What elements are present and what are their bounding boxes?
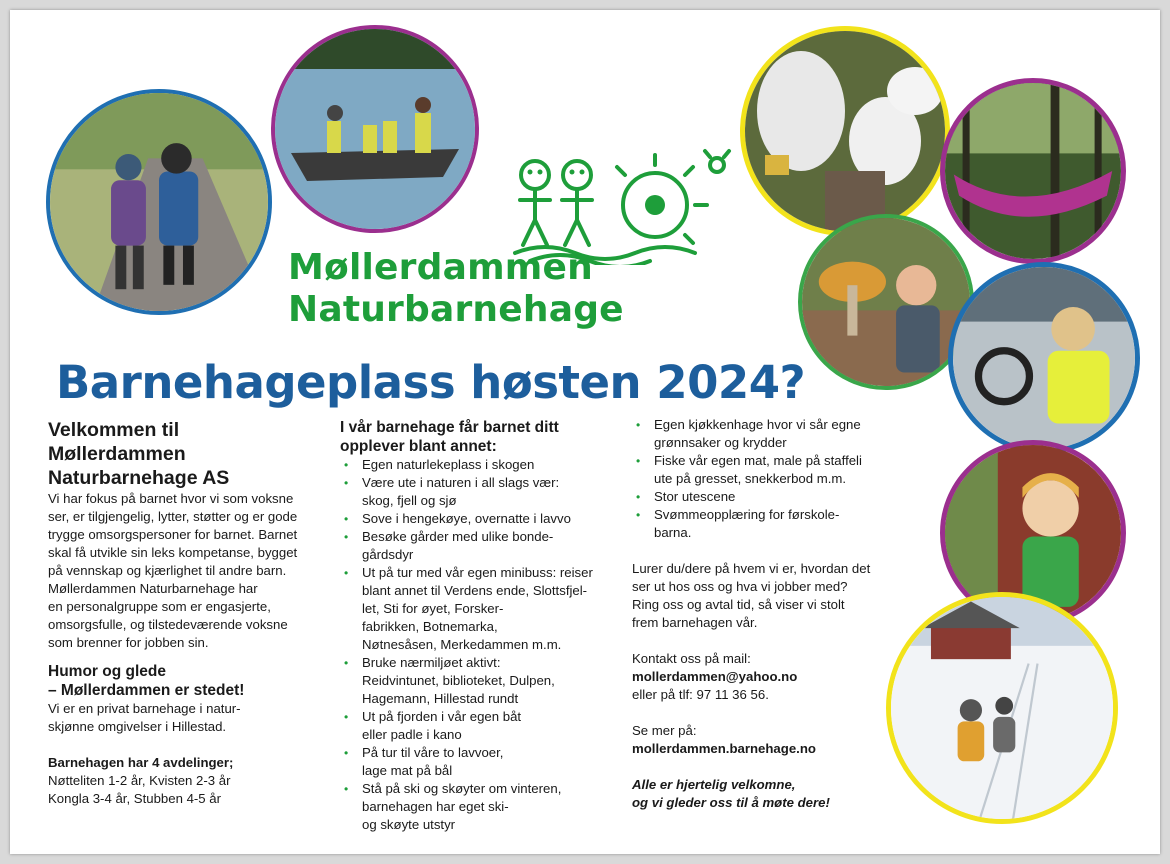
logo-title-line1: Møllerdammen (288, 247, 593, 288)
list-item: • Svømmeopplæring for førskole- barna. (632, 506, 912, 542)
list-item: • Stå på ski og skøyter om vinteren, barnehagen har eget ski- og skøyte utstyr (340, 780, 630, 834)
humor-subtitle: Humor og glede – Møllerdammen er stedet! (48, 663, 245, 699)
flyer-page (10, 10, 1160, 854)
list-item: • Ut på tur med vår egen minibuss: reiser blant annet til Verdens ende, Slottsfjel- let, Sti for øyet, Forsker- fabrikken, Botnemarka, Nøtnesåsen, Merkedammen m.m. (340, 564, 630, 654)
children-walking-path-photo (46, 89, 272, 315)
list-item: • Stor utescene (632, 488, 912, 506)
closing-message: Alle er hjertelig velkomne, og vi gleder oss til å møte dere! (632, 777, 830, 810)
column-intro (48, 418, 333, 808)
activities-title: I vår barnehage får barnet ditt opplever blant annet: (340, 419, 559, 455)
list-item: • På tur til våre to lavvoer, lage mat på bål (340, 744, 630, 780)
departments-list: Nøtteliten 1-2 år, Kvisten 2-3 år Kongla 3-4 år, Stubben 4-5 år (48, 773, 231, 806)
list-item: • Fiske vår egen mat, male på staffeli ute på gresset, snekkerbod m.m. (632, 452, 912, 488)
list-item: • Besøke gårder med ulike bonde- gårdsdyr (340, 528, 630, 564)
hammock-forest-photo (940, 78, 1126, 264)
phone-text: eller på tlf: 97 11 36 56. (632, 687, 769, 702)
humor-text: Vi er en privat barnehage i natur- skjønne omgivelser i Hillestad. (48, 701, 241, 734)
contact-label: Kontakt oss på mail: (632, 651, 751, 666)
email-link[interactable]: mollerdammen@yahoo.no (632, 669, 798, 684)
list-item: • Sove i hengekøye, overnatte i lavvo (340, 510, 630, 528)
list-item: • Egen naturlekeplass i skogen (340, 456, 630, 474)
column-contact (632, 416, 912, 812)
beekeeping-photo (740, 26, 950, 236)
activities-list (340, 456, 630, 834)
boat-steering-child-photo (948, 262, 1140, 454)
skiing-children-photo (886, 592, 1118, 824)
headline: Barnehageplass høsten 2024? (56, 356, 806, 409)
list-item: • Bruke nærmiljøet aktivt: Reidvintunet, biblioteket, Dulpen, Hagemann, Hillestad rundt (340, 654, 630, 708)
visit-invitation: Lurer du/dere på hvem vi er, hvordan det ser ut hos oss og hva vi jobber med? Ring oss og avtal tid, så viser vi stolt frem barnehagen vår. (632, 561, 871, 630)
extra-activities-list (632, 416, 912, 542)
column-activities (340, 418, 630, 834)
intro-text: Vi har fokus på barnet hvor vi som voksne ser, er tilgjengelig, lytter, støtter og er gode trygge omsorgspersoner for barnet. Barnet skal få utvikle sin leks kompetanse, bygget på vennskap og kjærlighet til andre barn. Møllerdammen Naturbarnehage har en personalgruppe som er engasjerte, omsorgsfulle, og tilstedeværende voksne som brenner for jobben sin. (48, 491, 298, 650)
list-item: • Være ute i naturen i all slags vær: skog, fjell og sjø (340, 474, 630, 510)
departments-title: Barnehagen har 4 avdelinger; (48, 755, 234, 770)
rowing-boat-lake-photo (271, 25, 479, 233)
logo-title-line2: Naturbarnehage (288, 289, 624, 330)
website-link[interactable]: mollerdammen.barnehage.no (632, 741, 816, 756)
list-item: • Ut på fjorden i vår egen båt eller padle i kano (340, 708, 630, 744)
intro-title: Velkommen til Møllerdammen Naturbarnehage AS (48, 419, 230, 489)
list-item: • Egen kjøkkenhage hvor vi sår egne grønnsaker og krydder (632, 416, 912, 452)
web-label: Se mer på: (632, 723, 697, 738)
